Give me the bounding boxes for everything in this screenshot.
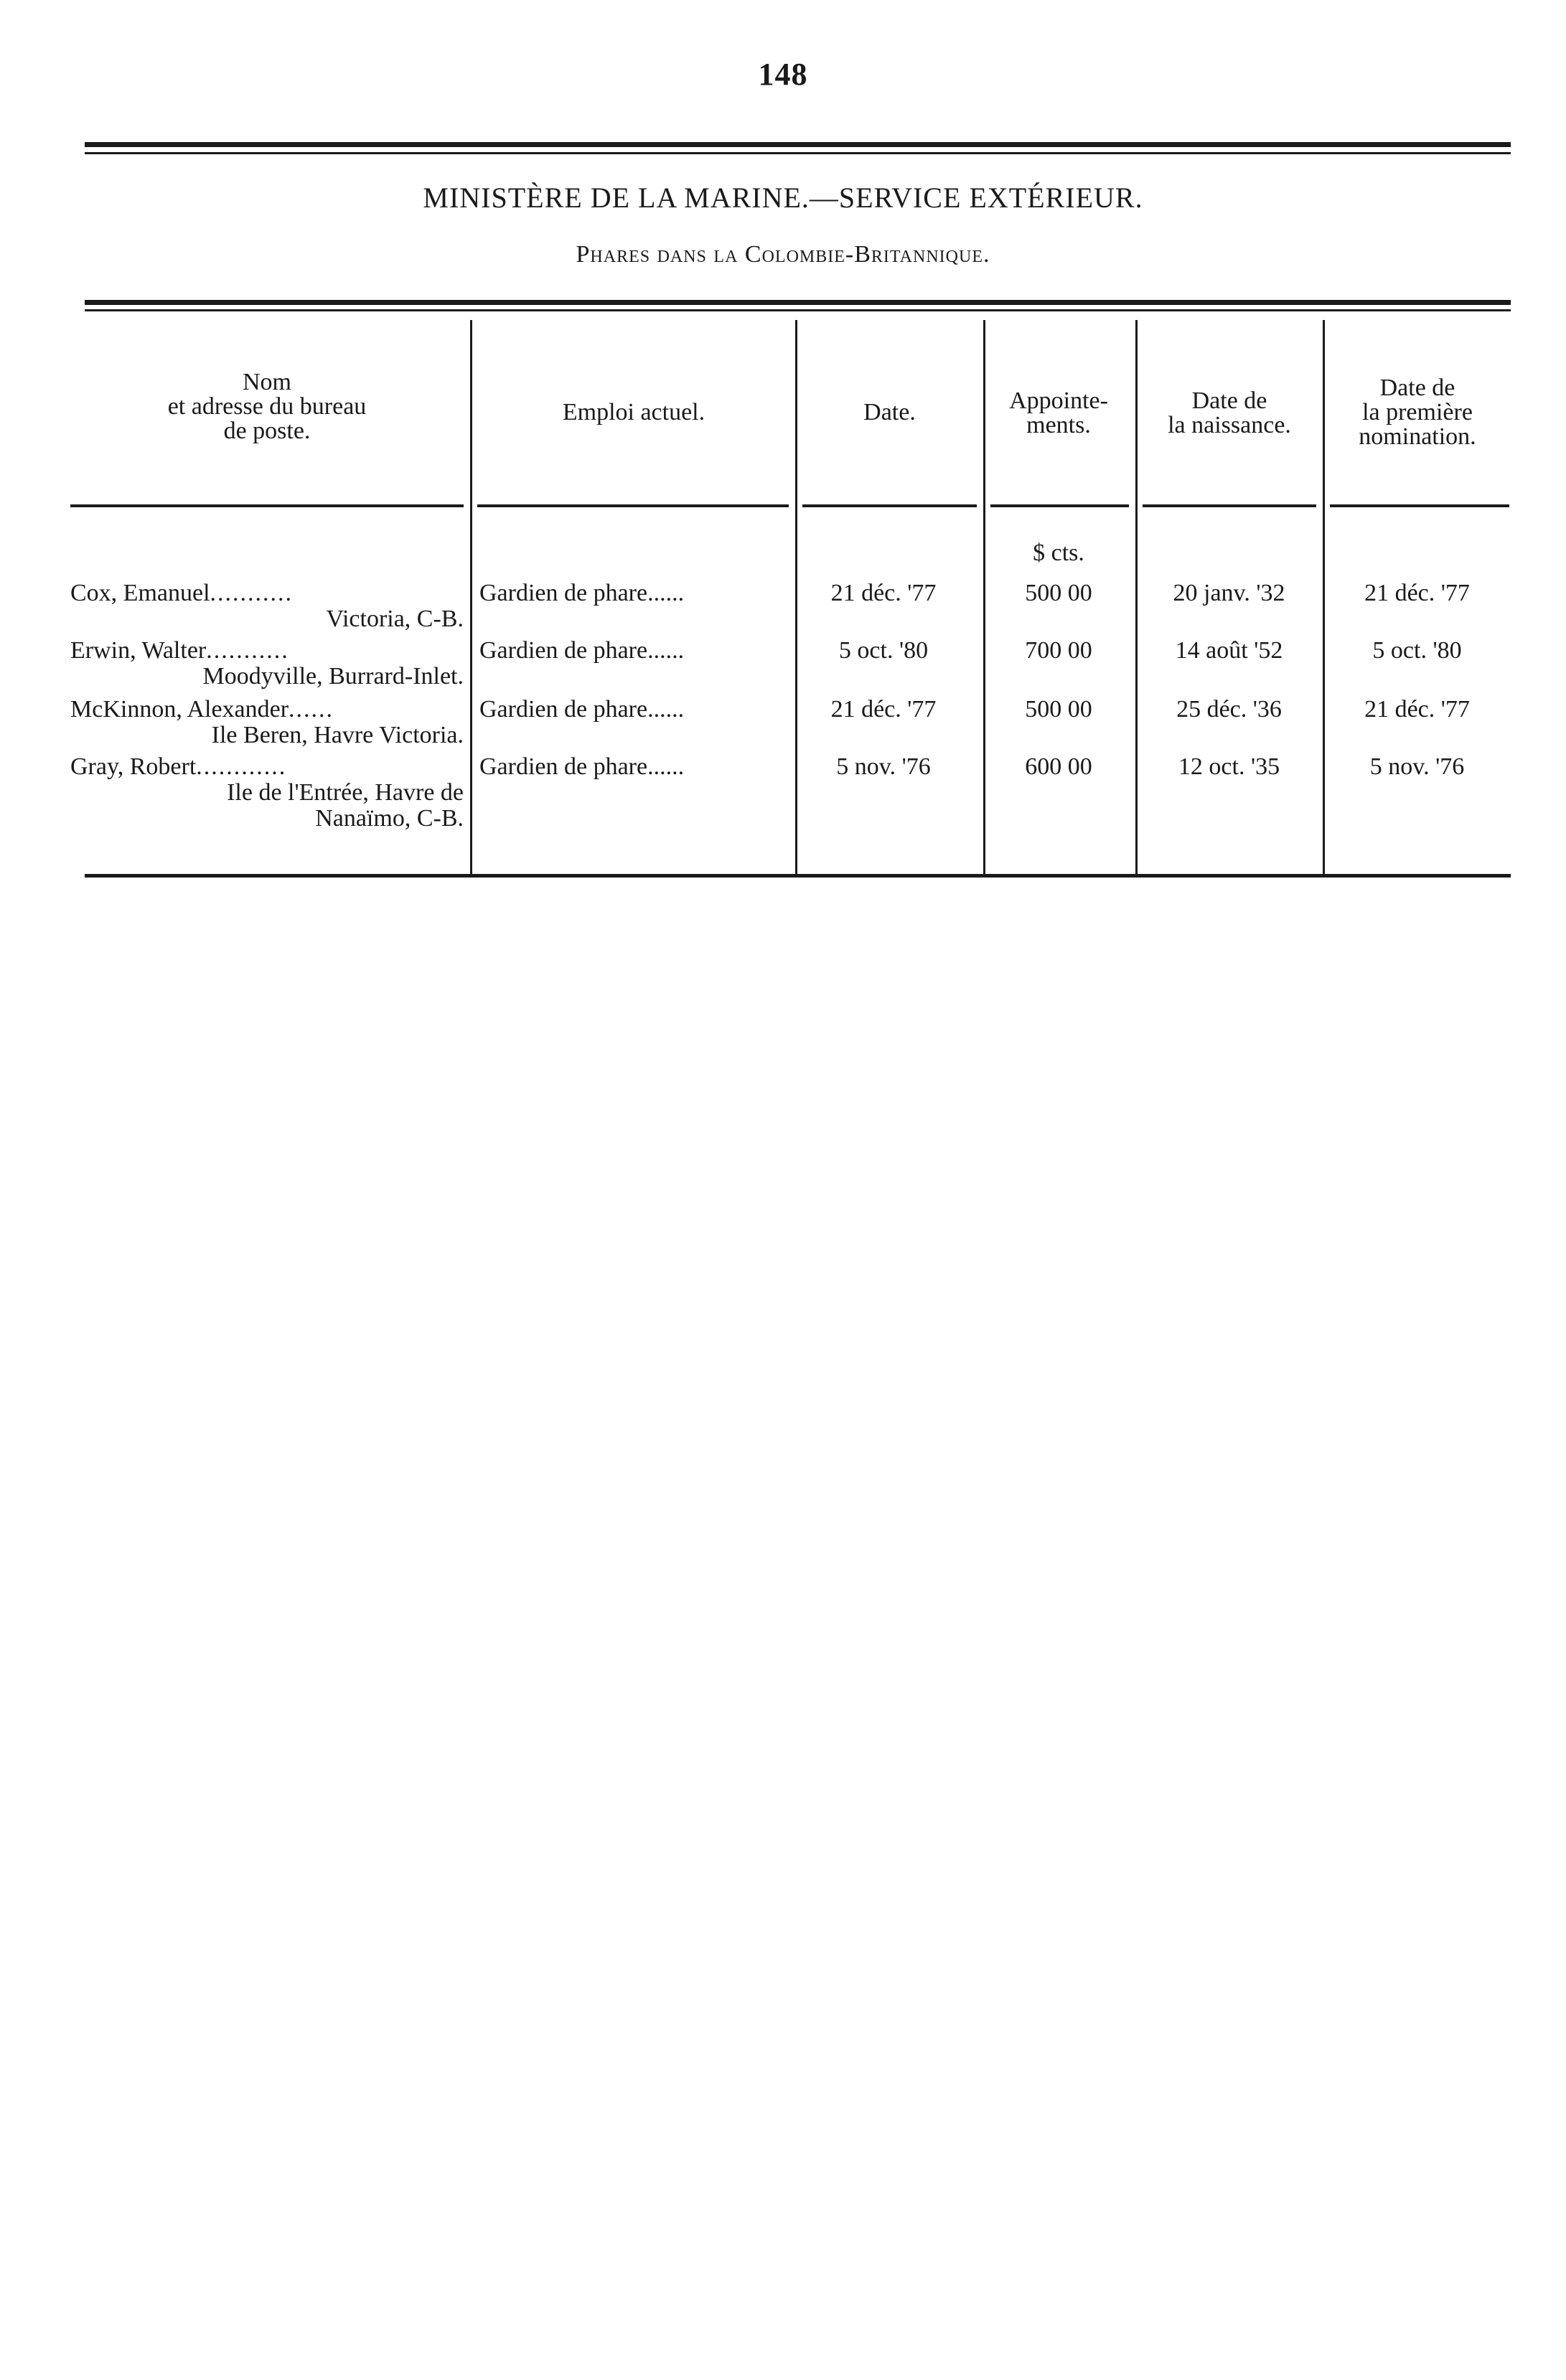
row-address: Moodyville, Burrard-Inlet.: [202, 663, 464, 690]
header-naissance-line: la naissance.: [1168, 412, 1291, 438]
page-number: 148: [758, 57, 808, 92]
row-emploi: Gardien de phare......: [479, 580, 685, 606]
name-text: Gray, Robert: [70, 753, 197, 780]
row-name: [70, 755, 464, 779]
row-naissance: 14 août '52: [1175, 637, 1283, 664]
row-date: 21 déc. '77: [830, 696, 937, 723]
row-naissance: 20 janv. '32: [1173, 580, 1285, 606]
row-premiere: 21 déc. '77: [1364, 580, 1470, 606]
row-name: [70, 639, 464, 663]
row-premiere: 21 déc. '77: [1364, 696, 1470, 723]
header-premiere: [1326, 376, 1509, 449]
top-double-rule: [85, 142, 1511, 147]
header-separator: [802, 504, 977, 507]
row-name: [70, 581, 464, 606]
row-appointements: 500 00: [1025, 696, 1092, 723]
document-heading: MINISTÈRE DE LA MARINE.—SERVICE EXTÉRIEUR.: [423, 182, 1143, 214]
table-bottom-rule: [85, 874, 1511, 878]
header-nom-line: et adresse du bureau: [167, 393, 367, 420]
row-address: Ile Beren, Havre Victoria.: [211, 722, 464, 748]
header-appointements: [987, 389, 1130, 438]
header-separator: [1143, 504, 1316, 507]
leader-dots: ...........: [206, 637, 289, 664]
row-naissance: 12 oct. '35: [1178, 753, 1280, 780]
units-label: $ cts.: [1033, 540, 1084, 566]
leader-dots: ............: [196, 753, 287, 780]
column-divider: [470, 320, 472, 874]
header-premiere-line: la première: [1362, 399, 1473, 425]
header-nom-line: Nom: [243, 369, 291, 395]
header-premiere-line: nomination.: [1359, 423, 1476, 450]
header-date: [802, 400, 977, 425]
row-address: Nanaïmo, C-B.: [315, 805, 464, 832]
header-appointements-line: Appointe-: [1009, 387, 1108, 414]
header-separator: [990, 504, 1129, 507]
table-top-rule-thin: [85, 309, 1511, 311]
header-nom: [70, 370, 464, 443]
row-naissance: 25 déc. '36: [1176, 696, 1282, 723]
row-emploi: Gardien de phare......: [479, 753, 685, 780]
leader-dots: ......: [289, 696, 334, 723]
row-date: 21 déc. '77: [830, 580, 937, 606]
header-naissance-line: Date de: [1191, 387, 1267, 414]
name-text: McKinnon, Alexander: [70, 696, 289, 723]
header-nom-line: de poste.: [223, 418, 311, 444]
header-separator: [1330, 504, 1509, 507]
column-divider: [795, 320, 797, 874]
leader-dots: ...........: [210, 580, 294, 606]
row-address: Victoria, C-B.: [326, 606, 464, 632]
header-emploi-line: Emploi actuel.: [562, 399, 705, 425]
row-premiere: 5 oct. '80: [1372, 637, 1462, 664]
row-date: 5 nov. '76: [836, 753, 931, 780]
column-divider: [1135, 320, 1138, 874]
row-premiere: 5 nov. '76: [1369, 753, 1465, 780]
header-naissance: [1138, 389, 1321, 438]
column-divider: [1323, 320, 1325, 874]
row-emploi: Gardien de phare......: [479, 696, 685, 723]
header-separator: [477, 504, 789, 507]
table-top-rule: [85, 300, 1511, 305]
row-appointements: 600 00: [1025, 753, 1092, 780]
header-appointements-line: ments.: [1026, 412, 1091, 438]
top-double-rule-thin: [85, 152, 1511, 154]
header-date-line: Date.: [863, 399, 916, 425]
name-text: Erwin, Walter: [70, 637, 207, 664]
row-name: [70, 697, 464, 722]
row-emploi: Gardien de phare......: [479, 637, 685, 664]
header-separator: [70, 504, 464, 507]
row-appointements: 700 00: [1025, 637, 1092, 664]
header-premiere-line: Date de: [1379, 375, 1455, 401]
header-emploi: [479, 400, 788, 425]
row-address: Ile de l'Entrée, Havre de: [227, 779, 464, 806]
column-divider: [983, 320, 985, 874]
document-subheading: Phares dans la Colombie-Britannique.: [576, 241, 990, 268]
row-date: 5 oct. '80: [838, 637, 929, 664]
name-text: Cox, Emanuel: [70, 580, 210, 606]
row-appointements: 500 00: [1025, 580, 1092, 606]
